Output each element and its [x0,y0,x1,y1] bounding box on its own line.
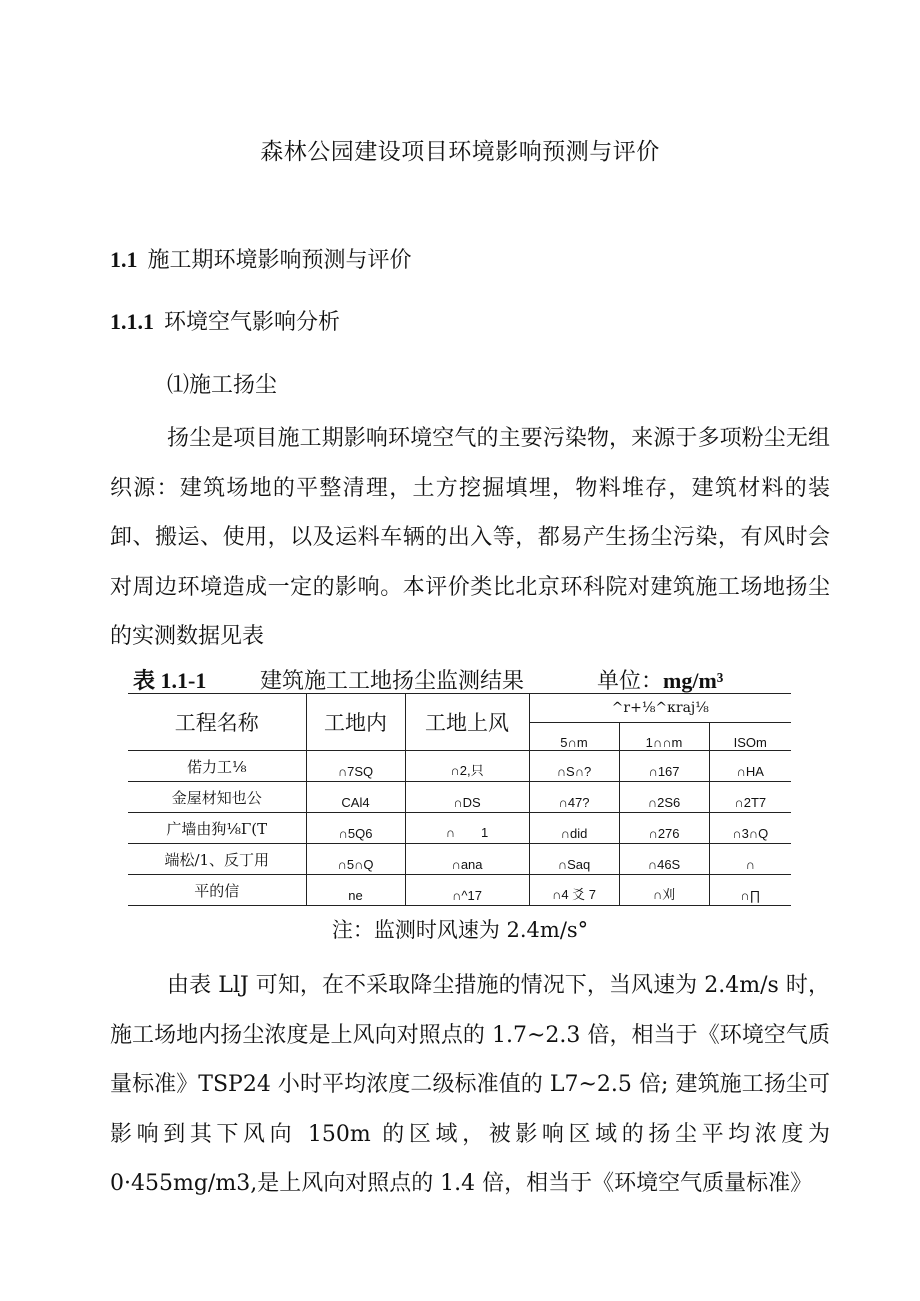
section-number: 1.1.1 [110,309,154,334]
row-name: 平的信 [128,875,306,906]
table-cell: ne [306,875,405,906]
row-name: 广墙由狗⅛Γ(T [128,813,306,844]
section-number: 1.1 [110,247,138,272]
table-cell: ∩7SQ [306,751,405,782]
table-cell: ∩3∩Q [709,813,791,844]
header-project-name: 工程名称 [128,694,306,751]
table-cell: ∩DS [405,782,529,813]
header-upwind: 工地上风 [405,694,529,751]
header-distance-3: ISOm [709,723,791,751]
table-note: 注：监测时风速为 2.4m/s° [331,918,589,942]
table-cell: ∩HA [709,751,791,782]
table-cell: ∩S∩? [529,751,619,782]
section-heading-1-1-1 [110,305,340,336]
document-title: 森林公园建设项目环境影响预测与评价 [260,139,660,165]
table-cell: ∩刈 [619,875,709,906]
table-cell: ∩Saq [529,844,619,875]
table-cell: ∩5Q6 [306,813,405,844]
table-cell: ∩2T7 [709,782,791,813]
table-row [128,782,791,813]
table-header-row [128,694,791,723]
unit-value: mg/m³ [663,668,724,693]
table-cell: ∩2,只 [405,751,529,782]
header-distance-1: 5∩m [529,723,619,751]
table-cell: ∩ana [405,844,529,875]
table-row [128,813,791,844]
table-cell: ∩46S [619,844,709,875]
table-caption [133,664,724,695]
table-row [128,875,791,906]
paragraph-dust-sources: 扬尘是项目施工期影响环境空气的主要污染物，来源于多项粉尘无组织源：建筑场地的平整清理，土方挖掘填埋，物料堆存，建筑材料的装卸、搬运、使用，以及运料车辆的出入等，都易产生扬尘污染，有风时会对周边环境造成一定的影响。本评价类比北京环科院对建筑施工场地扬尘的实测数据见表 [110,426,830,649]
row-name: 金屋材知也公 [128,782,306,813]
table-cell: ∩5∩Q [306,844,405,875]
table-title: 建筑施工工地扬尘监测结果 [260,669,525,694]
dust-monitoring-table [128,693,791,906]
table-cell: ∩did [529,813,619,844]
table-cell: ∩47? [529,782,619,813]
table-cell: ∩2S6 [619,782,709,813]
table-unit [597,664,723,695]
section-heading-1-1 [110,243,412,274]
table-cell: ∩ 1 [405,813,529,844]
row-name: 偌力工⅛ [128,751,306,782]
row-name: 端松/1、反丁用 [128,844,306,875]
table-cell: ∩∏ [709,875,791,906]
table-row [128,844,791,875]
table-number: 表 1.1-1 [133,668,207,693]
table-cell: CAl4 [306,782,405,813]
table-cell: ∩167 [619,751,709,782]
table-cell: ∩276 [619,813,709,844]
section-title: 环境空气影响分析 [164,310,341,335]
table-row [128,751,791,782]
paragraph-analysis: 由表 LlJ 可知，在不采取降尘措施的情况下，当风速为 2.4m/s 时，施工场地内扬尘浓度是上风向对照点的 1.7~2.3 倍，相当于《环境空气质量标准》TSP24 小时平均浓度二级标准值的 L7~2.5 倍; 建筑施工扬尘可影响到其下风向 150m 的区域，被影响区域的扬尘平均浓度为 0·455mg/m3,是上风向对照点的 1.4 倍，相当于《环境空气质量标准》 [110,973,830,1196]
table-cell: ∩^17 [405,875,529,906]
header-distance-2: 1∩∩m [619,723,709,751]
unit-label: 单位： [597,669,664,694]
subsection-heading: ⑴施工扬尘 [167,373,278,398]
header-inside: 工地内 [306,694,405,751]
table-cell: ∩ [709,844,791,875]
header-downwind-group: ^r+⅛^κraj⅛ [529,694,791,723]
table-cell: ∩4 爻 7 [529,875,619,906]
section-title: 施工期环境影响预测与评价 [147,248,412,273]
